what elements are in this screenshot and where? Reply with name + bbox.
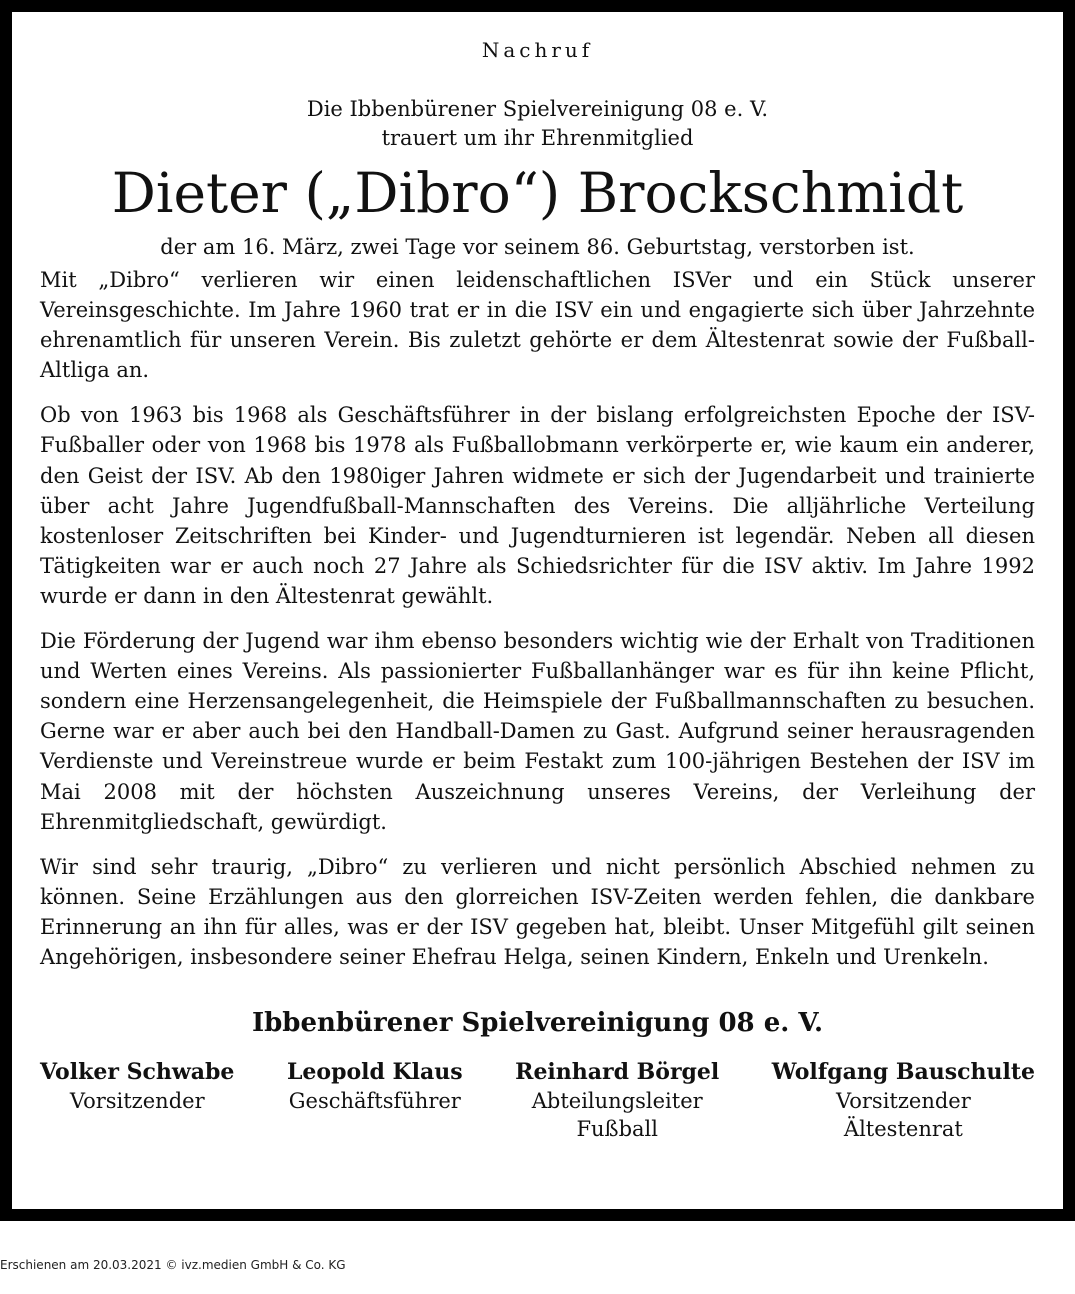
signatories: [40, 1058, 1035, 1144]
signatory: [772, 1058, 1035, 1144]
intro-line-1: Die Ibbenbürener Spielvereinigung 08 e. V.: [306, 97, 769, 121]
paragraph-1: Mit „Dibro“ verlieren wir einen leidenschaftlichen ISVer und ein Stück unserer Vereinsgeschichte. Im Jahre 1960 trat er in die ISV ein und engagierte sich über Jahrzehnte ehrenamtlich für unseren Verein. Bis zuletzt gehörte er dem Ältestenrat sowie der Fußball-Altliga an.: [40, 268, 1035, 383]
signatory-name: Reinhard Börgel: [515, 1059, 720, 1086]
organization-name: Ibbenbürener Spielvereinigung 08 e. V.: [251, 1008, 824, 1039]
publication-footer: Erschienen am 20.03.2021 © ivz.medien GmbH & Co. KG: [0, 1258, 346, 1272]
intro-line-2: trauert um ihr Ehrenmitglied: [381, 126, 694, 150]
notice-label: Nachruf: [481, 38, 594, 62]
signatory-role-line-2: Ältestenrat: [843, 1117, 963, 1142]
paragraph-2: Ob von 1963 bis 1968 als Geschäftsführer in der bislang erfolgreichsten Epoche der ISV-Fußballer oder von 1968 bis 1978 als Fußballobmann verkörperte er, wie kaum ein anderer, den Geist der ISV. Ab den 1980iger Jahren widmete er sich der Jugendarbeit und trainierte über acht Jahre Jugendfußball-Mannschaften des Vereins. Die alljährliche Verteilung kostenloser Zeitschriften bei Kinder- und Jugendturnieren ist legendär. Neben all diesen Tätigkeiten war er auch noch 27 Jahre als Schiedsrichter für die ISV aktiv. Im Jahre 1992 wurde er dann in den Ältestenrat gewählt.: [40, 403, 1035, 608]
paragraph-3: Die Förderung der Jugend war ihm ebenso besonders wichtig wie der Erhalt von Traditionen und Werten eines Vereins. Als passionierter Fußballanhänger war es für ihn keine Pflicht, sondern eine Herzensangelegenheit, die Heimspiele der Fußballmannschaften zu besuchen. Gerne war er aber auch bei den Handball-Damen zu Gast. Aufgrund seiner herausragenden Verdienste und Vereinstreue wurde er beim Festakt zum 100-jährigen Bestehen der ISV im Mai 2008 mit der höchsten Auszeichnung unseres Vereins, der Verleihung der Ehrenmitgliedschaft, gewürdigt.: [40, 629, 1035, 834]
signatory: [287, 1058, 463, 1144]
death-line: der am 16. März, zwei Tage vor seinem 86. Geburtstag, verstorben ist.: [160, 235, 915, 259]
obituary-content: [40, 12, 1035, 1144]
signatory-role: Geschäftsführer: [288, 1088, 461, 1113]
signatory: [40, 1058, 234, 1144]
signatory: [515, 1058, 719, 1144]
intro: [40, 95, 1035, 153]
signatory-role-line-2: Fußball: [576, 1117, 658, 1142]
signatory-role: Vorsitzender: [69, 1088, 205, 1113]
signatory-role: Vorsitzender: [836, 1088, 971, 1113]
signatory-name: Wolfgang Bauschulte: [771, 1059, 1035, 1086]
signatory-role: Abteilungsleiter: [531, 1088, 703, 1113]
signatory-name: Volker Schwabe: [40, 1059, 235, 1086]
signatory-name: Leopold Klaus: [286, 1059, 463, 1086]
deceased-name: Dieter („Dibro“) Brockschmidt: [111, 161, 964, 225]
paragraph-4: Wir sind sehr traurig, „Dibro“ zu verlieren und nicht persönlich Abschied nehmen zu können. Seine Erzählungen aus den glorreichen ISV-Zeiten werden fehlen, die dankbare Erinnerung an ihn für alles, was er der ISV gegeben hat, bleibt. Unser Mitgefühl gilt seinen Angehörigen, insbesondere seiner Ehefrau Helga, seinen Kindern, Enkeln und Urenkeln.: [40, 854, 1035, 969]
